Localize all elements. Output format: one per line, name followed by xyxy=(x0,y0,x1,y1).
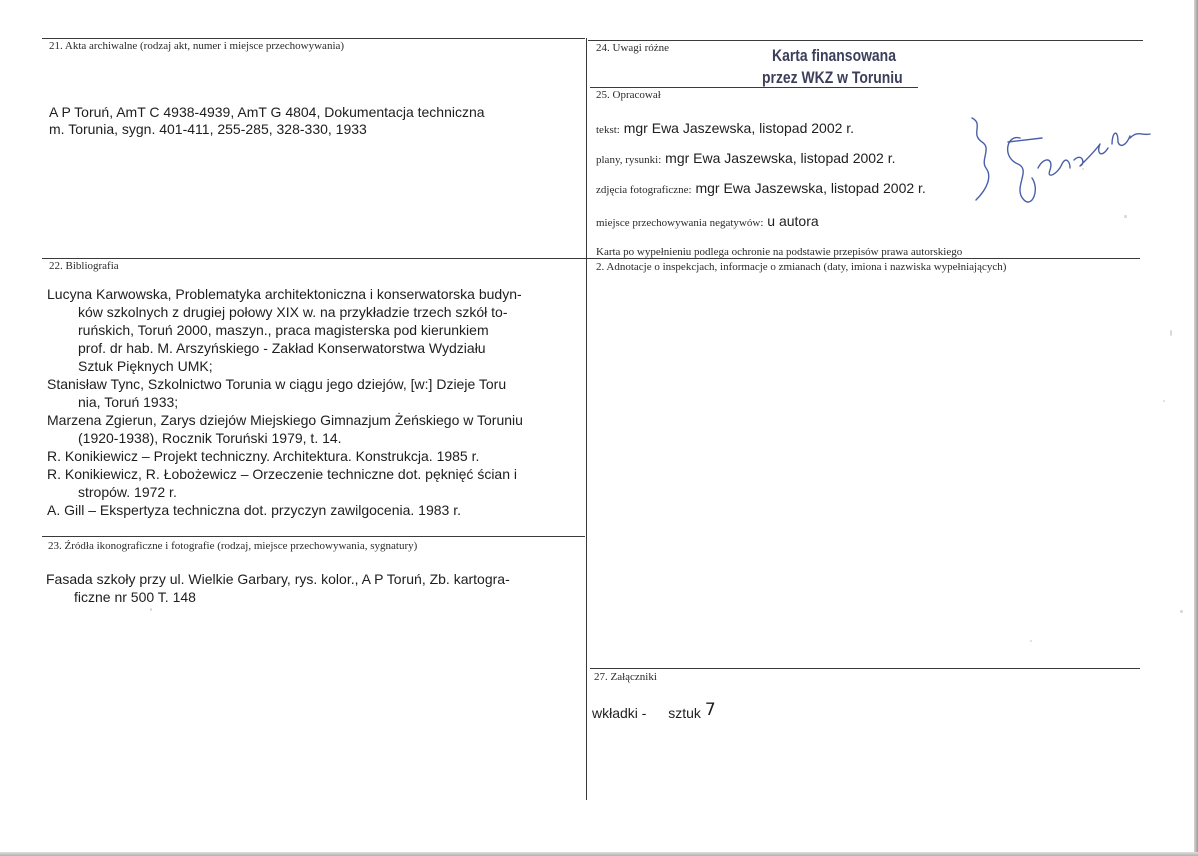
bibliography-entry: A. Gill – Ekspertyza techniczna dot. przyczyn zawilgocenia. 1983 r. xyxy=(47,502,461,518)
section-27-label: 27. Załączniki xyxy=(594,671,657,683)
bibliography-list xyxy=(47,285,585,519)
row-value: mgr Ewa Jaszewska, listopad 2002 r. xyxy=(665,150,896,166)
section-26-label: 2. Adnotacje o inspekcjach, informacje o zmianach (daty, imiona i nazwiska wypełniających) xyxy=(596,261,1007,273)
section-23-label: 23. Źródła ikonograficzne i fotografie (rodzaj, miejsce przechowywania, sygnatury) xyxy=(48,540,418,552)
row-value: mgr Ewa Jaszewska, listopad 2002 r. xyxy=(623,120,855,136)
rule-center xyxy=(586,38,587,800)
rule-s22-top xyxy=(42,258,1140,259)
bibliography-entry: Marzena Zgierun, Zarys dziejów Miejskiego Gimnazjum Żeńskiego w Toruniu (1920-1938), Rocznik Toruński 1979, t. 14. xyxy=(47,412,523,446)
page-edge-bottom xyxy=(0,852,1198,856)
row-key: zdjęcia fotograficzne: xyxy=(596,184,692,196)
section-25-label: 25. Opracował xyxy=(596,89,661,101)
rule-s23-top xyxy=(42,536,585,537)
bibliography-entry: R. Konikiewicz, R. Łobożewicz – Orzeczenie techniczne dot. pęknięć ścian i stropów. 1972 r. xyxy=(47,466,517,500)
bibliography-entry: Stanisław Tync, Szkolnictwo Torunia w ciągu jego dziejów, [w:] Dzieje Toru nia, Toruń 1933; xyxy=(47,376,507,410)
row-key: tekst: xyxy=(596,124,620,136)
rule-top-right xyxy=(588,40,1143,41)
funding-stamp-line-1: Karta finansowana xyxy=(772,46,896,65)
text-author-row xyxy=(596,120,854,136)
funding-stamp-line-2: przez WKZ w Toruniu xyxy=(762,68,903,87)
attachments-row xyxy=(592,700,716,723)
row-value: mgr Ewa Jaszewska, listopad 2002 r. xyxy=(695,180,926,196)
section-22-label: 22. Bibliografia xyxy=(49,260,119,272)
page-edge xyxy=(1194,0,1198,856)
plans-author-row xyxy=(596,150,896,166)
iconographic-sources-text: Fasada szkoły przy ul. Wielkie Garbary, rys. kolor., A P Toruń, Zb. kartogra- ficzne nr 500 T. 148 xyxy=(46,571,510,605)
archival-records-text: A P Toruń, AmT C 4938-4939, AmT G 4804, Dokumentacja techniczna m. Torunia, sygn. 401-411, 255-285, 328-330, 1933 xyxy=(49,104,485,137)
row-key: plany, rysunki: xyxy=(596,154,662,166)
inserts-label: wkładki - xyxy=(592,705,647,721)
copyright-note: Karta po wypełnieniu podlega ochronie na podstawie przepisów prawa autorskiego xyxy=(596,246,963,258)
row-key: miejsce przechowywania negatywów: xyxy=(596,217,764,229)
negatives-location-row xyxy=(596,213,819,229)
bibliography-entry: R. Konikiewicz – Projekt techniczny. Architektura. Konstrukcja. 1985 r. xyxy=(47,448,480,464)
rule-top-left xyxy=(42,38,585,39)
pieces-count: 7 xyxy=(704,700,716,720)
bibliography-entry: Lucyna Karwowska, Problematyka architektoniczna i konserwatorska budyn- ków szkolnych z drugiej połowy XIX w. na przykładzie trzech szkół to- ruńskich, Toruń 2000, maszyn., praca magisterska pod kierunkiem prof. dr hab. M. Arszyńskiego - Zakład Konserwatorstwa Wydziału Sztuk Pięknych UMK; xyxy=(47,286,522,374)
row-value: u autora xyxy=(767,213,819,229)
rule-s27-top xyxy=(590,668,1140,669)
signature-icon xyxy=(962,108,1162,218)
pieces-label: sztuk xyxy=(668,705,701,721)
section-24-label: 24. Uwagi różne xyxy=(596,42,670,54)
photos-author-row xyxy=(596,180,926,196)
section-21-label: 21. Akta archiwalne (rodzaj akt, numer i miejsce przechowywania) xyxy=(49,40,345,52)
